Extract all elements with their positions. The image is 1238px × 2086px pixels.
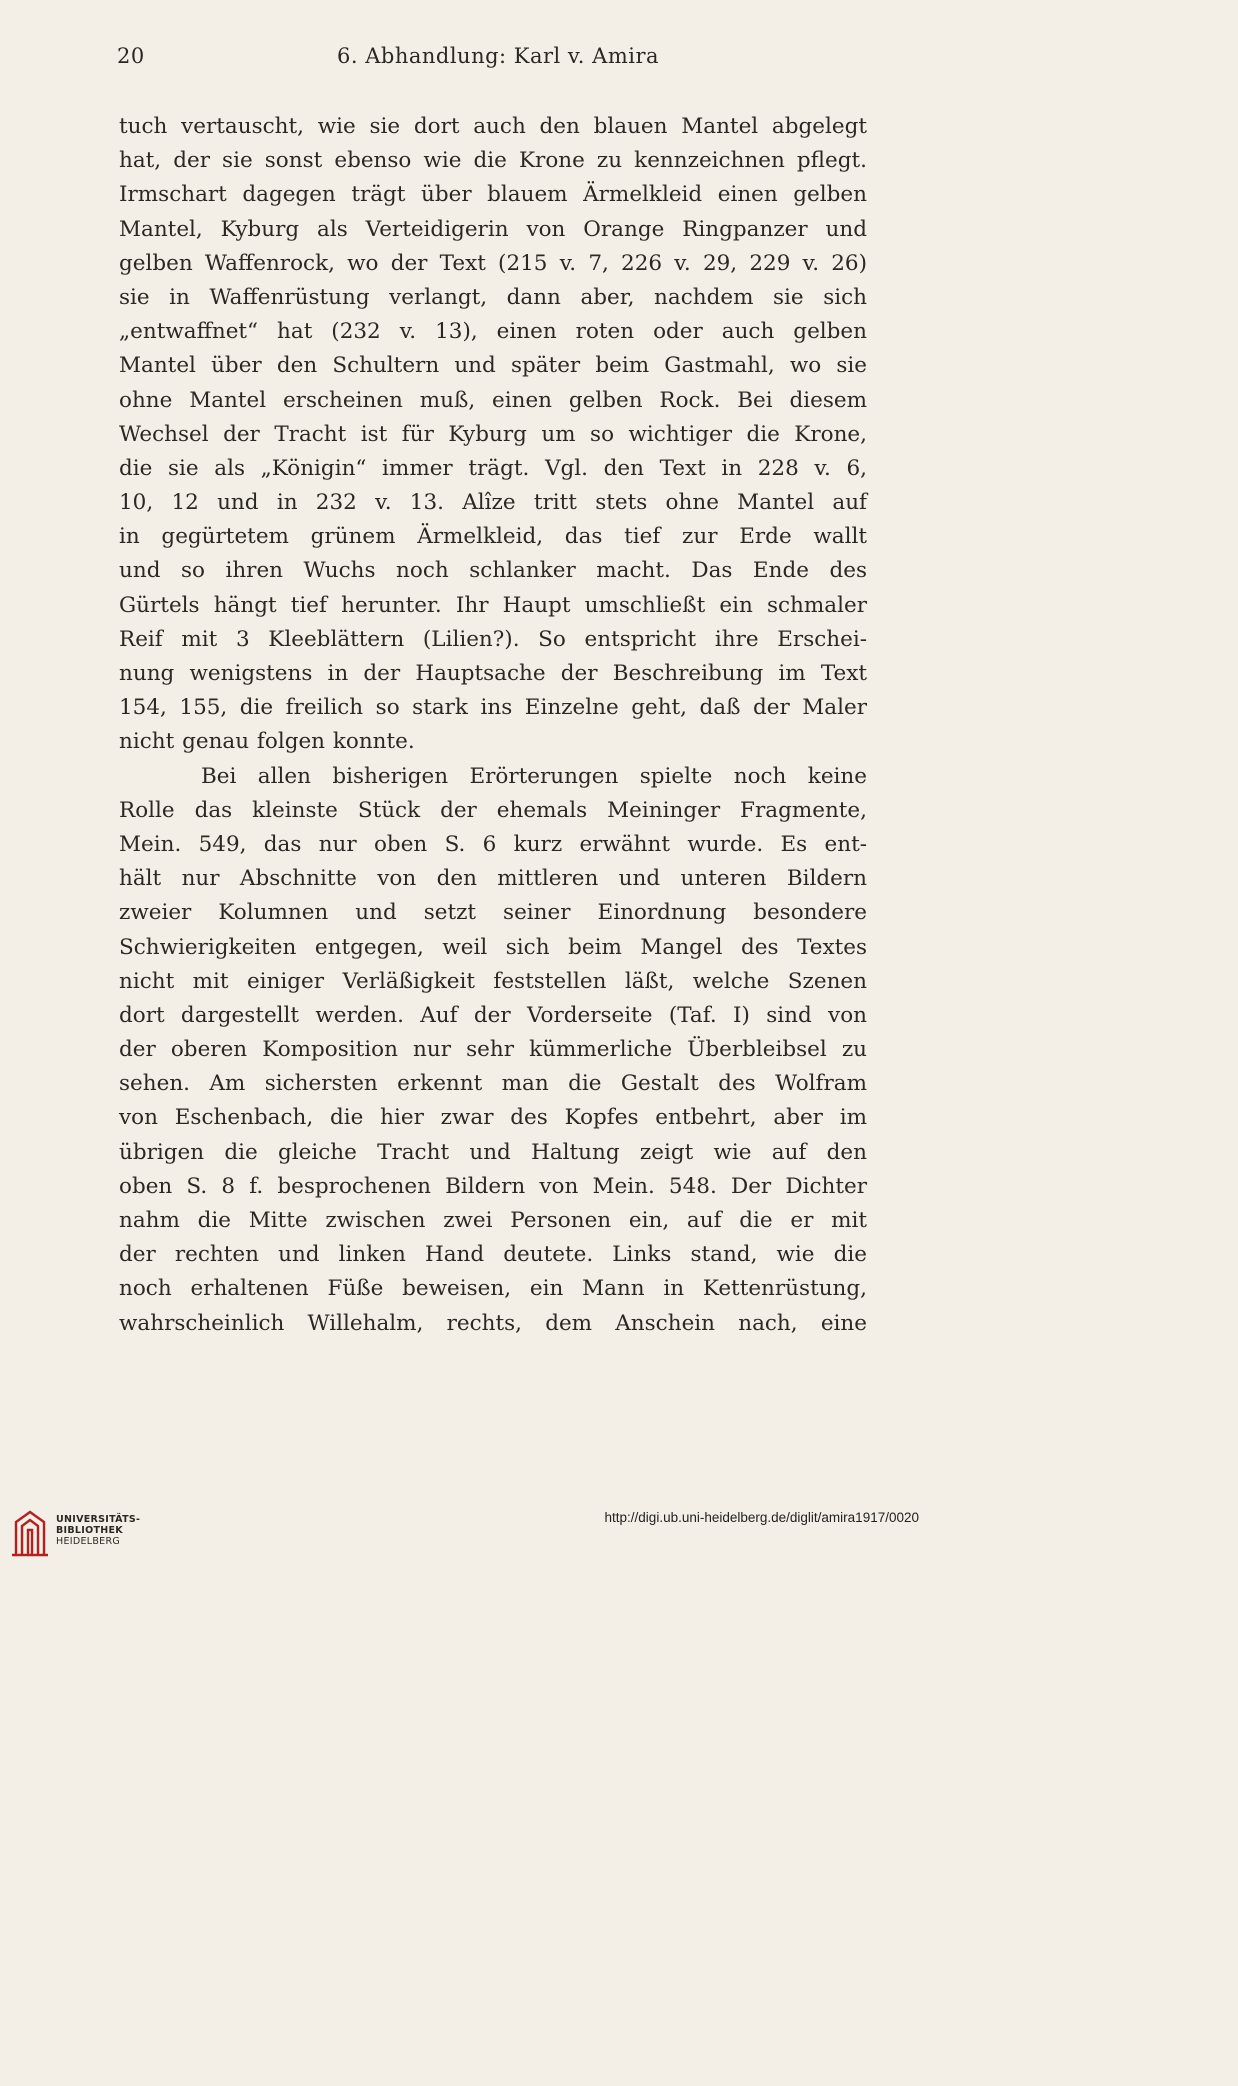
text-line: der rechten und linken Hand deutete. Links stand, wie die: [119, 1242, 867, 1268]
running-title: 6. Abhandlung: Karl v. Amira: [337, 44, 660, 68]
body-text: [119, 110, 867, 1341]
text-line: tuch vertauscht, wie sie dort auch den blauen Mantel abgelegt: [119, 114, 867, 139]
text-line: Bei allen bisherigen Erörterungen spielte noch keine: [201, 763, 867, 789]
text-line: Reif mit 3 Kleeblättern (Lilien?). So entspricht ihre Erschei-: [119, 626, 867, 652]
text-line: gelben Waffenrock, wo der Text (215 v. 7, 226 v. 29, 229 v. 26): [119, 250, 867, 276]
library-name-line: HEIDELBERG: [56, 1536, 121, 1547]
library-logo-icon: [10, 1508, 50, 1558]
library-name: [56, 1514, 140, 1547]
text-line: nung wenigstens in der Hauptsache der Beschreibung im Text: [119, 661, 867, 686]
text-line: die sie als „Königin“ immer trägt. Vgl. den Text in 228 v. 6,: [119, 455, 867, 481]
text-line: nicht genau folgen konnte.: [119, 729, 415, 755]
text-line: sehen. Am sichersten erkennt man die Gestalt des Wolfram: [119, 1071, 867, 1097]
text-line: wahrscheinlich Willehalm, rechts, dem Anschein nach, eine: [119, 1310, 867, 1336]
text-line: hält nur Abschnitte von den mittleren und unteren Bildern: [119, 866, 867, 892]
library-name-line: UNIVERSITÄTS-: [56, 1514, 141, 1525]
text-line: zweier Kolumnen und setzt seiner Einordnung besondere: [119, 900, 867, 926]
text-line: sie in Waffenrüstung verlangt, dann aber, nachdem sie sich: [119, 284, 867, 310]
page-header: [117, 44, 867, 80]
source-url-link[interactable]: http://digi.ub.uni-heidelberg.de/diglit/amira1917/0020: [604, 1510, 919, 1525]
text-line: Mantel, Kyburg als Verteidigerin von Orange Ringpanzer und: [119, 216, 867, 242]
text-line: Rolle das kleinste Stück der ehemals Meininger Fragmente,: [119, 797, 867, 823]
text-line: Schwierigkeiten entgegen, weil sich beim Mangel des Textes: [119, 934, 867, 960]
text-line: ohne Mantel erscheinen muß, einen gelben Rock. Bei diesem: [119, 387, 867, 413]
text-line: Mein. 549, das nur oben S. 6 kurz erwähnt wurde. Es ent-: [119, 831, 867, 857]
text-line: „entwaffnet“ hat (232 v. 13), einen roten oder auch gelben: [119, 319, 867, 345]
text-line: nicht mit einiger Verläßigkeit feststellen läßt, welche Szenen: [119, 968, 867, 994]
text-line: und so ihren Wuchs noch schlanker macht. Das Ende des: [119, 558, 867, 584]
text-line: in gegürtetem grünem Ärmelkleid, das tief zur Erde wallt: [119, 524, 867, 550]
text-line: von Eschenbach, die hier zwar des Kopfes entbehrt, aber im: [119, 1105, 867, 1131]
text-line: oben S. 8 f. besprochenen Bildern von Mein. 548. Der Dichter: [119, 1173, 867, 1199]
library-footer: [0, 1500, 931, 1568]
text-line: dort dargestellt werden. Auf der Vorderseite (Taf. I) sind von: [119, 1002, 867, 1028]
text-line: übrigen die gleiche Tracht und Haltung zeigt wie auf den: [119, 1139, 867, 1165]
text-line: 10, 12 und in 232 v. 13. Alîze tritt stets ohne Mantel auf: [119, 490, 867, 516]
text-line: hat, der sie sonst ebenso wie die Krone zu kennzeichnen pflegt.: [119, 148, 867, 174]
text-line: nahm die Mitte zwischen zwei Personen ein, auf die er mit: [119, 1208, 867, 1233]
text-line: Mantel über den Schultern und später beim Gastmahl, wo sie: [119, 353, 867, 379]
text-line: 154, 155, die freilich so stark ins Einzelne geht, daß der Maler: [119, 695, 867, 721]
page-number: 20: [117, 44, 145, 68]
library-name-line: BIBLIOTHEK: [56, 1525, 123, 1536]
text-line: Wechsel der Tracht ist für Kyburg um so wichtiger die Krone,: [119, 421, 867, 447]
text-line: der oberen Komposition nur sehr kümmerliche Überbleibsel zu: [119, 1037, 867, 1063]
text-line: Irmschart dagegen trägt über blauem Ärmelkleid einen gelben: [119, 182, 867, 208]
text-line: noch erhaltenen Füße beweisen, ein Mann in Kettenrüstung,: [119, 1276, 867, 1302]
text-line: Gürtels hängt tief herunter. Ihr Haupt umschließt ein schmaler: [119, 592, 867, 618]
